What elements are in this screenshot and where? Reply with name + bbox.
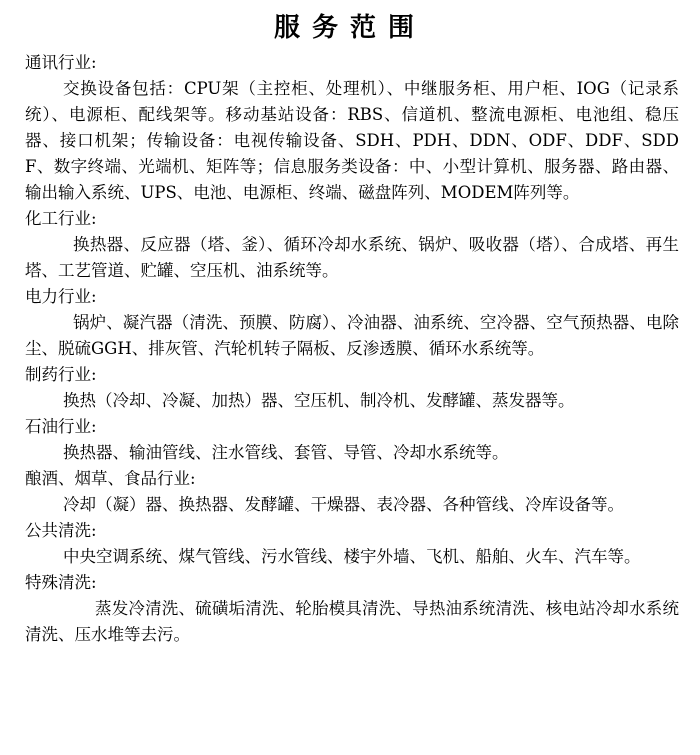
section-public-cleaning	[25, 518, 679, 570]
section-chemical	[25, 206, 679, 284]
section-heading-special-cleaning: 特殊清洗:	[25, 573, 97, 592]
section-brewing-tobacco-food	[25, 466, 679, 518]
section-body-power: 锅炉、凝汽器（清洗、预膜、防腐）、冷油器、油系统、空冷器、空气预热器、电除尘、脱硫GGH、排灰管、汽轮机转子隔板、反渗透膜、循环水系统等。	[25, 313, 679, 358]
service-scope-content	[25, 50, 679, 648]
section-body-petroleum: 换热器、输油管线、注水管线、套管、导管、冷却水系统等。	[63, 443, 509, 462]
section-heading-brewing-tobacco-food: 酿酒、烟草、食品行业:	[25, 469, 196, 488]
section-petroleum	[25, 414, 679, 466]
section-body-special-cleaning: 蒸发冷清洗、硫磺垢清洗、轮胎模具清洗、导热油系统清洗、核电站冷却水系统清洗、压水堆等去污。	[25, 599, 679, 644]
section-heading-public-cleaning: 公共清洗:	[25, 521, 97, 540]
page-title: 服务范围	[273, 13, 426, 43]
section-body-public-cleaning: 中央空调系统、煤气管线、污水管线、楼宇外墙、飞机、船舶、火车、汽车等。	[63, 547, 641, 566]
section-telecom	[25, 50, 679, 206]
section-pharmaceutical	[25, 362, 679, 414]
section-special-cleaning	[25, 570, 679, 648]
section-heading-chemical: 化工行业:	[25, 209, 97, 228]
section-heading-petroleum: 石油行业:	[25, 417, 97, 436]
section-body-chemical: 换热器、反应器（塔、釜）、循环冷却水系统、锅炉、吸收器（塔）、合成塔、再生塔、工艺管道、贮罐、空压机、油系统等。	[25, 235, 679, 280]
section-power	[25, 284, 679, 362]
section-body-brewing-tobacco-food: 冷却（凝）器、换热器、发酵罐、干燥器、表冷器、各种管线、冷库设备等。	[63, 495, 624, 514]
section-body-telecom: 交换设备包括：CPU架（主控柜、处理机）、中继服务柜、用户柜、IOG（记录系统）、电源柜、配线架等。移动基站设备：RBS、信道机、整流电源柜、电池组、稳压器、接口机架；传输设备：电视传输设备、SDH、PDH、DDN、ODF、DDF、SDDF、数字终端、光端机、矩阵等；信息服务类设备：中、小型计算机、服务器、路由器、输出输入系统、UPS、电池、电源柜、终端、磁盘阵列、MODEM阵列等。	[25, 79, 679, 202]
section-body-pharmaceutical: 换热（冷却、冷凝、加热）器、空压机、制冷机、发酵罐、蒸发器等。	[63, 391, 575, 410]
section-heading-telecom: 通讯行业:	[25, 53, 97, 72]
section-heading-power: 电力行业:	[25, 287, 97, 306]
section-heading-pharmaceutical: 制药行业:	[25, 365, 97, 384]
